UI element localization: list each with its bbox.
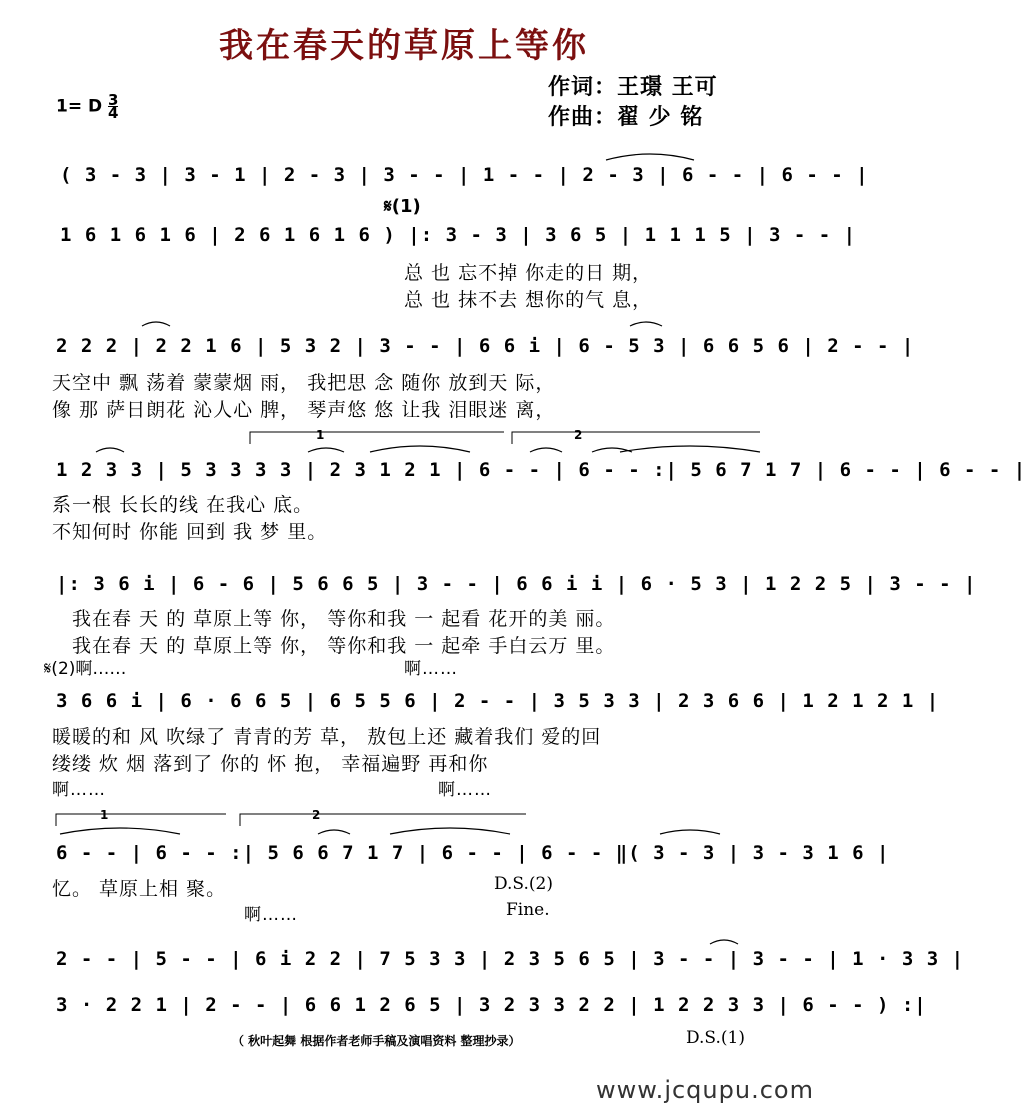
volta-bracket-1-row-7 bbox=[56, 814, 226, 826]
site-watermark: www.jcqupu.com bbox=[596, 1076, 814, 1104]
ds-1-marker: D.S.(1) bbox=[686, 1028, 745, 1048]
aah-row-6-left: 啊…… bbox=[52, 780, 106, 800]
volta-2-row-7: 2 bbox=[312, 808, 321, 822]
score-row-9: 3 · 2 2 1 | 2 - - | 6 6 1 2 6 5 | 3 2 3 3 2 2 | 1 2 2 3 3 | 6 - - ) :| bbox=[56, 994, 927, 1016]
slur-row-3-a bbox=[142, 322, 170, 326]
lyricist-credit: 作词：王璟 王可 bbox=[548, 75, 718, 100]
aah-row-5-left: 啊…… bbox=[75, 659, 127, 679]
score-row-6: 3 6 6 i | 6 · 6 6 5 | 6 5 5 6 | 2 - - | 3 5 3 3 | 2 3 6 6 | 1 2 1 2 1 | bbox=[56, 690, 940, 712]
volta-1-row-4: 1 bbox=[316, 428, 325, 442]
aah-row-5-right: 啊…… bbox=[404, 659, 458, 679]
segno-2-mark: 𝄋(2) bbox=[44, 659, 76, 679]
lyric-row-5-verse-1: 我在春 天 的 草原上等 你， 等你和我 一 起看 花开的美 丽。 bbox=[72, 608, 616, 630]
volta-bracket-1-row-4 bbox=[250, 432, 504, 444]
score-row-2: 1 6 1 6 1 6 | 2 6 1 6 1 6 ) |: 3 - 3 | 3 6 5 | 1 1 1 5 | 3 - - | bbox=[60, 224, 857, 246]
lyric-row-5-verse-2: 我在春 天 的 草原上等 你， 等你和我 一 起牵 手白云万 里。 bbox=[72, 635, 616, 657]
time-bottom: 4 bbox=[108, 104, 119, 122]
page-title: 我在春天的草原上等你 bbox=[219, 26, 589, 66]
aah-row-7: 啊…… bbox=[244, 905, 298, 925]
fine-marker: Fine. bbox=[506, 900, 550, 920]
segno-1: 𝄋(1) bbox=[384, 196, 421, 217]
score-row-7: 6 - - | 6 - - :| 5 6 6 7 1 7 | 6 - - | 6 - - ‖( 3 - 3 | 3 - 3 1 6 | bbox=[56, 842, 890, 864]
score-row-5: |: 3 6 i | 6 - 6 | 5 6 6 5 | 3 - - | 6 6 i i | 6 · 5 3 | 1 2 2 5 | 3 - - | bbox=[56, 573, 977, 595]
slur-row-7-d bbox=[660, 830, 720, 834]
ds-2-marker: D.S.(2) bbox=[494, 874, 553, 894]
slur-row-3-b bbox=[630, 322, 662, 326]
key-label: 1= D bbox=[56, 96, 103, 117]
slur-row-4-b bbox=[308, 448, 344, 452]
volta-bracket-2-row-7 bbox=[240, 814, 526, 826]
slur-row-8 bbox=[710, 940, 738, 944]
score-row-3: 2 2 2 | 2 2 1 6 | 5 3 2 | 3 - - | 6 6 i | 6 - 5 3 | 6 6 5 6 | 2 - - | bbox=[56, 335, 915, 357]
lyric-row-2-verse-2: 总 也 抹不去 想你的气 息， bbox=[404, 289, 653, 311]
lyric-row-6-verse-1: 暖暖的和 风 吹绿了 青青的芳 草， 敖包上还 藏着我们 爱的回 bbox=[52, 726, 602, 748]
slur-row-4-a bbox=[96, 448, 124, 452]
lyric-row-4-verse-1: 系一根 长长的线 在我心 底。 bbox=[52, 494, 314, 516]
volta-1-row-7: 1 bbox=[100, 808, 109, 822]
lyric-row-3-verse-2: 像 那 萨日朗花 沁人心 脾， 琴声悠 悠 让我 泪眼迷 离， bbox=[52, 399, 556, 421]
slur-row-7-b bbox=[318, 830, 350, 834]
slur-row-4-c bbox=[370, 446, 470, 452]
tie-row-1 bbox=[606, 154, 694, 160]
volta-bracket-2-row-4 bbox=[512, 432, 760, 444]
slur-row-4-d bbox=[530, 448, 562, 452]
time-top: 3 bbox=[108, 91, 119, 109]
slur-row-7-c bbox=[390, 828, 510, 834]
score-row-8: 2 - - | 5 - - | 6 i 2 2 | 7 5 3 3 | 2 3 5 6 5 | 3 - - | 3 - - | 1 · 3 3 | bbox=[56, 948, 965, 970]
composer-credit: 作曲：翟 少 铭 bbox=[548, 105, 704, 130]
source-note: （ 秋叶起舞 根据作者老师手稿及演唱资料 整理抄录） bbox=[232, 1034, 521, 1048]
lyric-row-4-verse-2: 不知何时 你能 回到 我 梦 里。 bbox=[52, 521, 328, 543]
lyric-row-3-verse-1: 天空中 飘 荡着 蒙蒙烟 雨， 我把思 念 随你 放到天 际， bbox=[52, 372, 556, 394]
slur-row-4-f bbox=[620, 446, 760, 452]
lyric-row-2-verse-1: 总 也 忘不掉 你走的日 期， bbox=[404, 262, 653, 284]
slur-row-7-a bbox=[60, 828, 180, 834]
volta-2-row-4: 2 bbox=[574, 428, 583, 442]
lyric-row-6-verse-2: 缕缕 炊 烟 落到了 你的 怀 抱， 幸福遍野 再和你 bbox=[52, 753, 489, 775]
score-row-1: ( 3 - 3 | 3 - 1 | 2 - 3 | 3 - - | 1 - - | 2 - 3 | 6 - - | 6 - - | bbox=[60, 164, 869, 186]
score-row-4: 1 2 3 3 | 5 3 3 3 3 | 2 3 1 2 1 | 6 - - | 6 - - :| 5 6 7 1 7 | 6 - - | 6 - - | bbox=[56, 459, 1026, 481]
aah-row-6-right: 啊…… bbox=[438, 780, 492, 800]
lyric-row-7: 忆。 草原上相 聚。 bbox=[52, 878, 227, 900]
